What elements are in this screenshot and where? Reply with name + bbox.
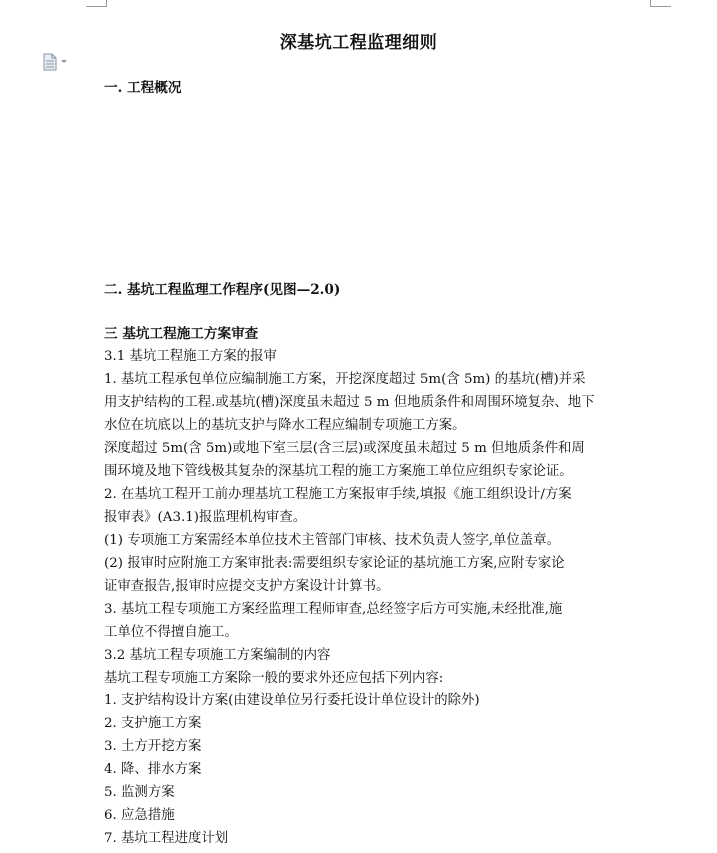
paragraph-line: 深度超过 5m(含 5m)或地下室三层(含三层)或深度虽未超过 5 m 但地质条件和周 — [104, 441, 585, 456]
list-item: 7. 基坑工程进度计划 — [104, 831, 229, 846]
document-menu-button[interactable] — [42, 53, 68, 71]
paragraph-line: 3. 基坑工程专项施工方案经监理工程师审查,总经签字后方可实施,未经批准,施 — [104, 602, 563, 617]
list-item: 5. 监测方案 — [104, 785, 175, 800]
list-item: 1. 支护结构设计方案(由建设单位另行委托设计单位设计的除外) — [104, 693, 480, 708]
subsection-heading-3-1: 3.1 基坑工程施工方案的报审 — [104, 349, 277, 364]
paragraph-line: 用支护结构的工程.或基坑(槽)深度虽未超过 5 m 但地质条件和周围环境复杂、地下 — [104, 395, 595, 410]
paragraph-line: 基坑工程专项施工方案除一般的要求外还应包括下列内容: — [104, 671, 444, 686]
list-item: 3. 土方开挖方案 — [104, 739, 202, 754]
paragraph-line: 围环境及地下管线极其复杂的深基坑工程的施工方案施工单位应组织专家论证。 — [104, 464, 573, 479]
paragraph-line: 水位在坑底以上的基坑支护与降水工程应编制专项施工方案。 — [104, 418, 466, 433]
paragraph-line: 2. 在基坑工程开工前办理基坑工程施工方案报审手续,填报《施工组织设计/方案 — [104, 487, 572, 502]
paragraph-line: 工单位不得擅自施工。 — [104, 625, 238, 640]
subsection-heading-3-2: 3.2 基坑工程专项施工方案编制的内容 — [104, 648, 331, 663]
paragraph-line: 证审查报告,报审时应提交支护方案设计计算书。 — [104, 579, 390, 594]
page-corner-mark-left — [86, 0, 107, 7]
paragraph-line: 报审表》(A3.1)报监理机构审查。 — [104, 510, 307, 525]
list-item: 4. 降、排水方案 — [104, 762, 202, 777]
page-corner-mark-right — [650, 0, 671, 7]
section-heading-2: 二. 基坑工程监理工作程序(见图—2.0) — [104, 282, 341, 298]
list-item: 6. 应急措施 — [104, 808, 175, 823]
chevron-down-icon — [61, 60, 67, 63]
document-title: 深基坑工程监理细则 — [279, 33, 438, 53]
section-heading-3: 三 基坑工程施工方案审查 — [104, 326, 259, 342]
section-heading-1: 一. 工程概况 — [104, 80, 182, 96]
paragraph-line: 1. 基坑工程承包单位应编制施工方案，开挖深度超过 5m(含 5m) 的基坑(槽)并采 — [104, 372, 586, 387]
paragraph-line: (2) 报审时应附施工方案审批表:需要组织专家论证的基坑施工方案,应附专家论 — [104, 556, 565, 571]
paragraph-line: (1) 专项施工方案需经本单位技术主管部门审核、技术负责人签字,单位盖章。 — [104, 533, 560, 548]
list-item: 2. 支护施工方案 — [104, 716, 202, 731]
document-icon — [42, 53, 68, 71]
